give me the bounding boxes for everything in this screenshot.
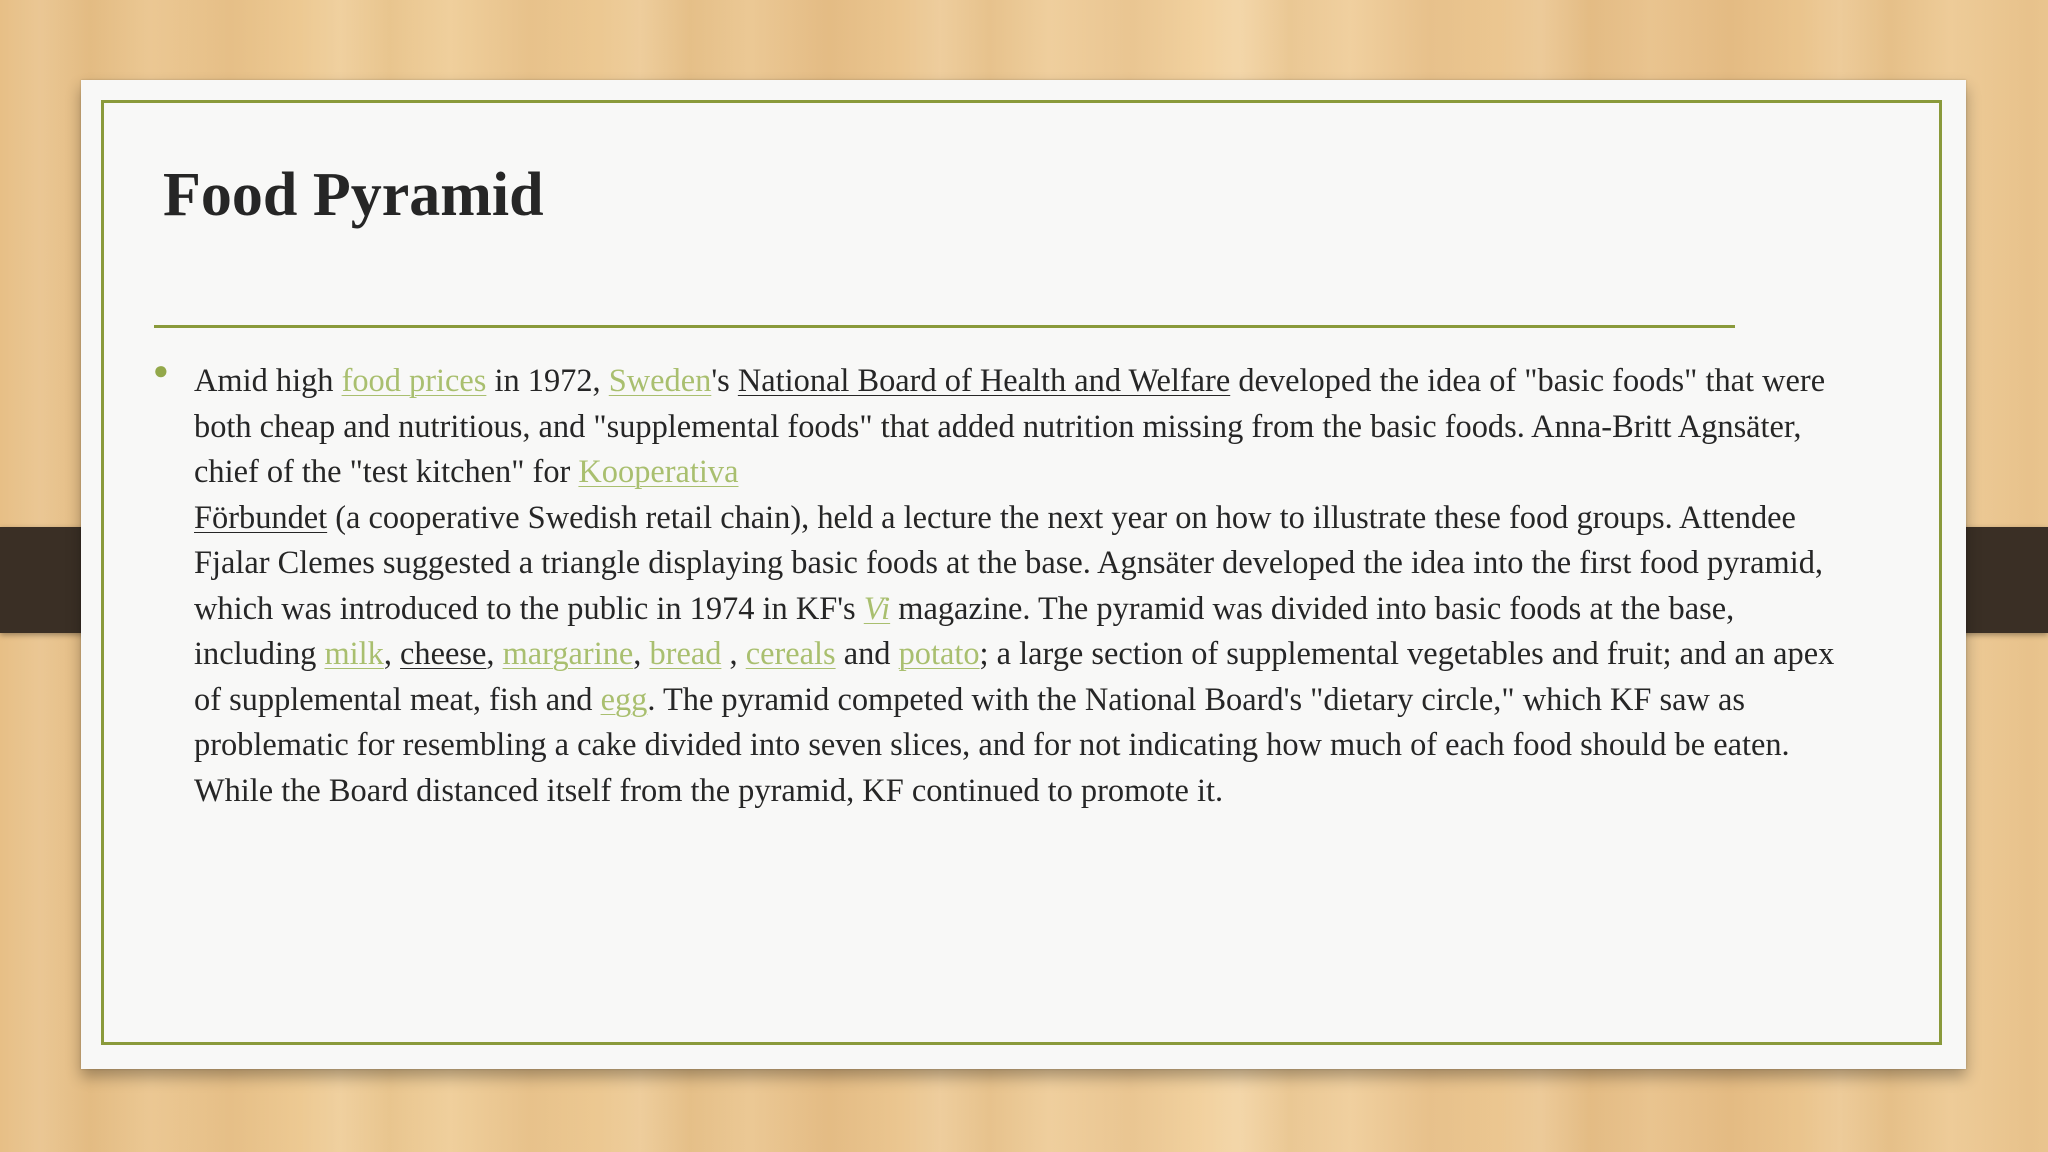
link-sweden[interactable]: Sweden <box>608 363 712 399</box>
link-kooperativa[interactable]: Kooperativa <box>578 454 739 490</box>
link-milk[interactable]: milk <box>324 636 384 672</box>
link-food-prices[interactable]: food prices <box>341 363 487 399</box>
text-segment: in 1972, <box>486 363 609 399</box>
link-margarine[interactable]: margarine <box>502 636 634 672</box>
text-segment: and <box>835 636 899 672</box>
text-segment: , <box>721 636 746 672</box>
text-segment: ; a large section of supplemental vegetables and fruit; and an apex of supplemental meat, fish and <box>194 636 1835 718</box>
link-national-board[interactable]: National Board of Health and Welfare <box>737 363 1231 399</box>
link-bread[interactable]: bread <box>649 636 722 672</box>
text-segment: developed the idea of "basic foods" that were both cheap and nutritious, and "supplemental foods" that added nutrition missing from the basic foods. Anna-Britt Agnsäter, chief of the "test kitchen" for <box>194 363 1826 490</box>
link-cereals[interactable]: cereals <box>745 636 836 672</box>
text-segment: (a cooperative Swedish retail chain), held a lecture the next year on how to illustrate these food groups. Attendee Fjalar Clemes suggested a triangle displaying basic foods at the base. Agnsäter developed the idea into the first food pyramid, which was introduced to the public in 1974 in KF's <box>194 499 1824 627</box>
slide-title: Food Pyramid <box>163 161 544 229</box>
text-segment: magazine. The pyramid was divided into basic foods at the base, including <box>194 590 1735 672</box>
link-vi[interactable]: Vi <box>863 590 891 627</box>
link-egg[interactable]: egg <box>600 681 648 718</box>
link-potato[interactable]: potato <box>898 636 980 672</box>
text-segment: . The pyramid competed with the National Board's "dietary circle," which KF saw as problematic for resembling a cake divided into seven slices, and for not indicating how much of each food should be eaten. While the Board distanced itself from the pyramid, KF continued to promote it. <box>194 681 1790 809</box>
title-divider <box>154 325 1735 328</box>
bullet-paragraph <box>194 359 1854 814</box>
text-segment: , <box>633 636 650 672</box>
text-segment: Amid high <box>194 363 342 399</box>
text-segment: , <box>383 636 401 672</box>
link-cheese[interactable]: cheese <box>400 636 487 672</box>
link-forbundet[interactable]: Förbundet <box>194 499 328 536</box>
text-segment: , <box>486 636 503 672</box>
bullet-dot-icon: ● <box>153 356 169 385</box>
text-segment: 's <box>711 363 738 399</box>
